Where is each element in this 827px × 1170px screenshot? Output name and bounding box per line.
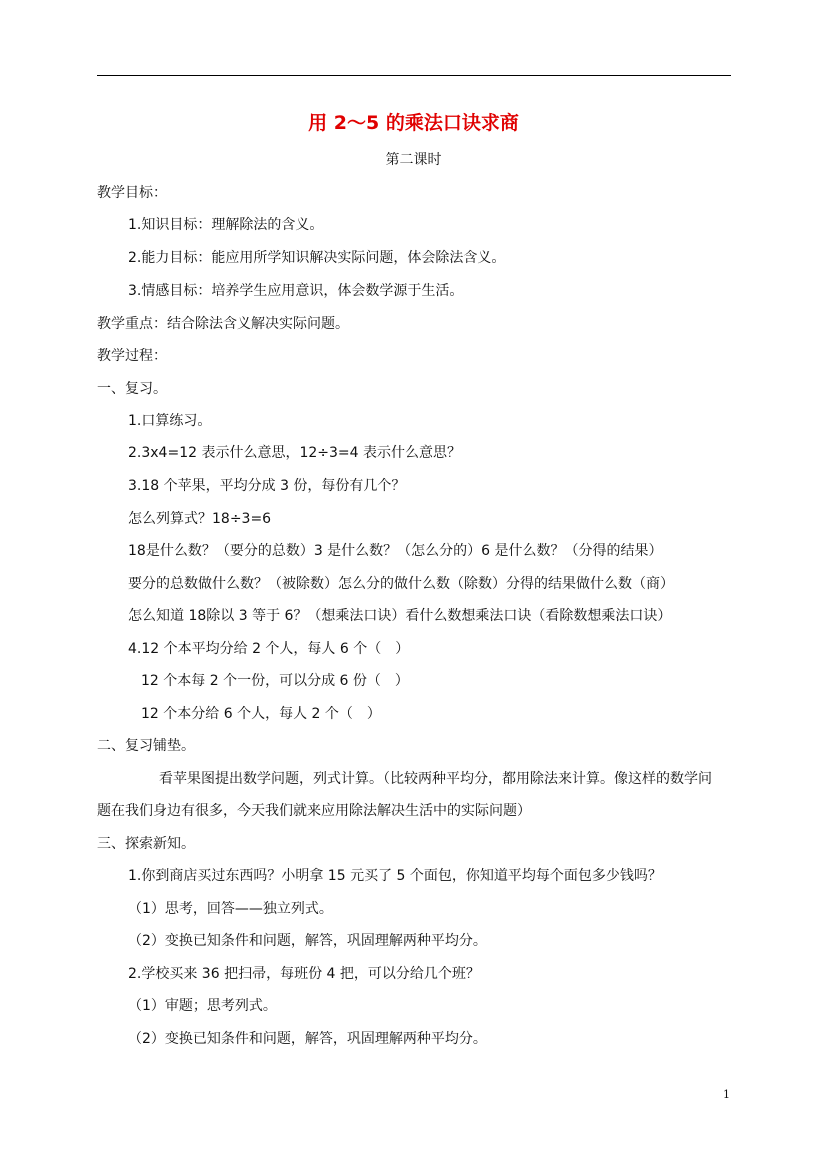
header-rule (97, 75, 731, 76)
goal-ability: 2.能力目标：能应用所学知识解决实际问题，体会除法含义。 (128, 250, 506, 266)
preparation-paragraph-line-2: 题在我们身边有很多，今天我们就来应用除法解决生活中的实际问题） (97, 803, 531, 819)
review-item-4-c: 12 个本分给 6 个人，每人 2 个（ ） (141, 706, 381, 722)
explore-item-2: 2.学校买来 36 把扫帚，每班份 4 把，可以分给几个班？ (128, 966, 480, 982)
review-item-3: 3.18 个苹果，平均分成 3 份，每份有几个？ (128, 478, 406, 494)
teaching-goals-heading: 教学目标： (97, 185, 167, 201)
explore-item-1-step-1: （1）思考，回答——独立列式。 (128, 901, 333, 917)
review-item-3-method: 怎么知道 18除以 3 等于 6？（想乘法口诀）看什么数想乘法口诀（看除数想乘法口诀） (128, 608, 672, 624)
review-item-2: 2.3x4=12 表示什么意思，12÷3=4 表示什么意思？ (128, 445, 461, 461)
review-item-1: 1.口算练习。 (128, 413, 212, 429)
teaching-focus: 教学重点：结合除法含义解决实际问题。 (97, 316, 349, 332)
explore-item-2-step-1: （1）审题；思考列式。 (128, 998, 277, 1014)
lesson-subtitle: 第二课时 (385, 152, 442, 168)
goal-emotion: 3.情感目标：培养学生应用意识，体会数学源于生活。 (128, 283, 464, 299)
goal-knowledge: 1.知识目标：理解除法的含义。 (128, 217, 324, 233)
review-item-3-formula: 怎么列算式？18÷3=6 (128, 511, 272, 527)
explore-item-2-step-2: （2）变换已知条件和问题，解答，巩固理解两种平均分。 (128, 1031, 487, 1047)
section-preparation-heading: 二、复习铺垫。 (97, 738, 195, 754)
explore-item-1-step-2: （2）变换已知条件和问题，解答，巩固理解两种平均分。 (128, 933, 487, 949)
teaching-process-heading: 教学过程： (97, 348, 167, 364)
preparation-paragraph-line-1: 看苹果图提出数学问题，列式计算。（比较两种平均分，都用除法来计算。像这样的数学问 (159, 771, 712, 787)
document-title: 用 2～5 的乘法口诀求商 (308, 112, 519, 134)
explore-item-1: 1.你到商店买过东西吗？小明拿 15 元买了 5 个面包，你知道平均每个面包多少钱吗？ (128, 868, 662, 884)
review-item-3-meaning: 18是什么数？（要分的总数）3 是什么数？（怎么分的）6 是什么数？（分得的结果） (128, 543, 663, 559)
section-explore-heading: 三、探索新知。 (97, 836, 195, 852)
section-review-heading: 一、复习。 (97, 381, 167, 397)
page-number: 1 (723, 1088, 730, 1101)
review-item-4-b: 12 个本每 2 个一份，可以分成 6 份（ ） (141, 673, 409, 689)
review-item-4: 4.12 个本平均分给 2 个人，每人 6 个（ ） (128, 641, 410, 657)
review-item-3-terms: 要分的总数做什么数？（被除数）怎么分的做什么数（除数）分得的结果做什么数（商） (128, 576, 674, 592)
